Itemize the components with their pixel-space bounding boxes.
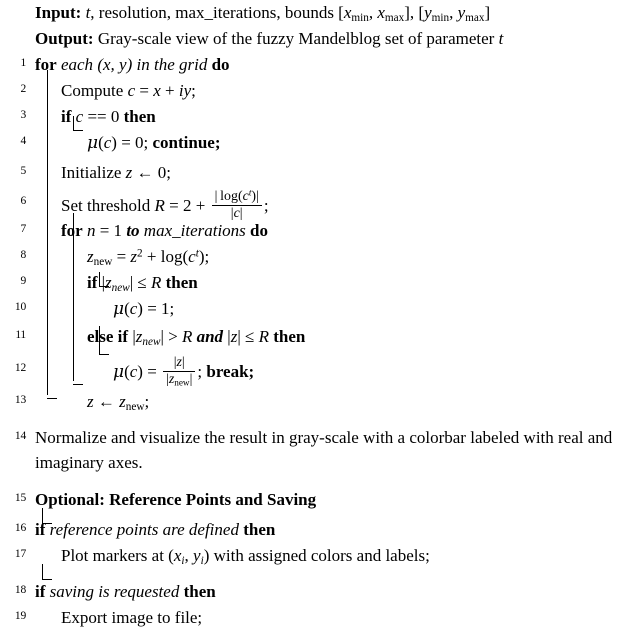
line-content (30, 579, 632, 604)
input-line (30, 0, 632, 25)
keyword-if: if (61, 107, 72, 126)
keyword-do: do (250, 221, 269, 240)
fraction-numerator: | $\log(c^t)|$ (214, 187, 259, 204)
line-number: 8 (20, 249, 26, 261)
algorithm-line (0, 160, 632, 187)
line-number: 11 (15, 329, 26, 341)
input-ymax: y (457, 3, 466, 22)
line-content: Plot markers at ($x_i$, $y_i$) with assigned colors and labels; (61, 546, 430, 568)
line-content: Export image to file; (61, 608, 203, 627)
line-content (30, 270, 632, 295)
algorithm-line (0, 425, 632, 475)
algorithm-line (0, 324, 632, 351)
line-number: 6 (20, 195, 26, 207)
algorithm-line (0, 52, 632, 78)
line-content (30, 517, 632, 542)
algorithm-line (0, 387, 632, 415)
line-content: Compute c = x + iy; (61, 81, 196, 100)
fraction-denominator: |c| (212, 205, 262, 222)
algorithm-line (0, 579, 632, 605)
indent-end-bracket-line-10 (99, 272, 109, 287)
input-comma-1: , (368, 3, 378, 22)
input-xmax-sub: max (384, 12, 405, 25)
input-xmin-sub: min (351, 12, 369, 25)
keyword-then: then (183, 582, 216, 601)
algorithm-line (0, 605, 632, 635)
algorithm-line (0, 104, 632, 130)
line-content (30, 324, 632, 349)
input-close-bracket: ] (484, 3, 491, 22)
subscript-new: new (93, 256, 113, 269)
line-content: μ(c) = $\frac{|z|}{|z_{new}|}$ ; break; (113, 354, 255, 388)
indent-end-bracket-line-4 (73, 116, 83, 131)
line-number-blank (0, 0, 30, 5)
line-content: z ← $z_{new}$; (87, 392, 150, 414)
line-content: Normalize and visualize the result in gray-scale with a colorbar labeled with real and imaginary axes. (35, 428, 613, 472)
line-content: μ(c) = 0; continue; (87, 133, 221, 153)
line-number: 14 (14, 430, 26, 442)
keyword-if: if (87, 273, 98, 292)
line-number: 10 (14, 301, 26, 313)
algorithm-line (0, 351, 632, 387)
keyword-to: to (126, 221, 140, 240)
keyword-if: if (35, 520, 46, 539)
line-content: Initialize z ← 0; (61, 163, 172, 182)
line-number: 13 (14, 394, 26, 406)
algorithm-line (0, 78, 632, 104)
line-number: 17 (14, 548, 26, 560)
algorithm-input-row (0, 0, 632, 26)
keyword-then: then (165, 273, 198, 292)
if-condition: reference points are defined (49, 520, 239, 539)
line-number: 7 (20, 223, 26, 235)
indent-guide-level-2 (73, 213, 74, 381)
input-ymin-sub: min (431, 12, 450, 25)
mu-symbol: μ (113, 361, 125, 382)
line-number: 5 (20, 165, 26, 177)
line-content: μ(c) = 1; (113, 299, 175, 319)
mu-fraction (163, 355, 195, 389)
line-number: 18 (14, 584, 26, 596)
line-content: Set threshold R = 2 + $\frac{| \log(c^t)|}{|c|}$ ; (61, 187, 269, 222)
line-number: 15 (14, 492, 26, 504)
if-condition-1: $|z_{new}| > R$ (132, 327, 193, 349)
keyword-do: do (211, 55, 230, 74)
indent-end-bracket-level-1 (47, 390, 57, 399)
fraction-denominator: $|z_{new}|$ (163, 371, 195, 388)
loop-limit: max_iterations (143, 221, 246, 240)
output-text: Gray-scale view of the fuzzy Mandelblog set of parameter (97, 29, 499, 48)
algorithm-line (0, 218, 632, 244)
loop-condition: each (x, y) in the grid (60, 55, 208, 74)
line-number: 1 (20, 57, 26, 69)
input-label: Input: (35, 3, 82, 22)
algorithm-line (0, 270, 632, 296)
line-number: 9 (20, 275, 26, 287)
input-comma-2: , (449, 3, 458, 22)
if-condition: saving is requested (49, 582, 180, 601)
line-content: $z_{new} = z^2 + \log(c^t)$; (87, 247, 210, 269)
keyword-then: then (273, 327, 306, 346)
line-number: 19 (14, 610, 26, 622)
mu-symbol: μ (113, 299, 125, 319)
if-condition: $|z_{new}| \le R$ (101, 273, 162, 295)
input-rest: , resolution, max_iterations, bounds [ (90, 3, 344, 22)
keyword-continue: continue; (152, 133, 221, 152)
loop-var: n = 1 (86, 221, 123, 240)
output-line (30, 26, 632, 51)
indent-end-bracket-level-2 (73, 376, 83, 385)
algorithm-line (0, 244, 632, 270)
algorithm-line (0, 543, 632, 573)
input-ymax-sub: max (465, 12, 485, 25)
input-xmax: x (377, 3, 385, 22)
input-middle: ], [ (404, 3, 425, 22)
line-number: 12 (14, 362, 26, 374)
line-number: 3 (20, 109, 26, 121)
indent-end-bracket-line-19 (42, 564, 52, 580)
line-number: 16 (14, 522, 26, 534)
algorithm-line (0, 130, 632, 160)
keyword-then: then (123, 107, 156, 126)
algorithm-line (0, 487, 632, 517)
indent-end-bracket-line-17 (42, 508, 52, 524)
algorithm-line (0, 517, 632, 543)
indent-guide-level-1 (47, 70, 48, 395)
keyword-if: if (35, 582, 46, 601)
line-content (30, 52, 632, 77)
algorithm-output-row (0, 26, 632, 52)
if-condition-2: |z| ≤ R (227, 327, 269, 346)
algorithm-line (0, 296, 632, 324)
input-xmin: x (343, 3, 352, 22)
line-number: 2 (20, 83, 26, 95)
line-content (30, 218, 632, 243)
keyword-for: for (61, 221, 83, 240)
section-heading: Optional: Reference Points and Saving (35, 490, 317, 509)
keyword-for: for (35, 55, 57, 74)
algorithm-line (0, 187, 632, 222)
keyword-else-if: else if (87, 327, 129, 346)
input-ymin: y (424, 3, 432, 22)
keyword-and: and (196, 327, 224, 346)
if-condition: c == 0 (75, 107, 120, 126)
fraction-numerator: |z| (173, 354, 185, 370)
output-param-t: t (498, 29, 504, 48)
indent-end-bracket-line-12 (99, 326, 109, 355)
keyword-then: then (243, 520, 276, 539)
line-content (30, 104, 632, 129)
input-param-t: t (85, 3, 91, 22)
line-number: 4 (20, 135, 26, 147)
output-label: Output: (35, 29, 94, 48)
keyword-break: break; (206, 361, 255, 381)
line-number-blank-2 (0, 26, 30, 31)
mu-symbol: μ (87, 133, 99, 153)
